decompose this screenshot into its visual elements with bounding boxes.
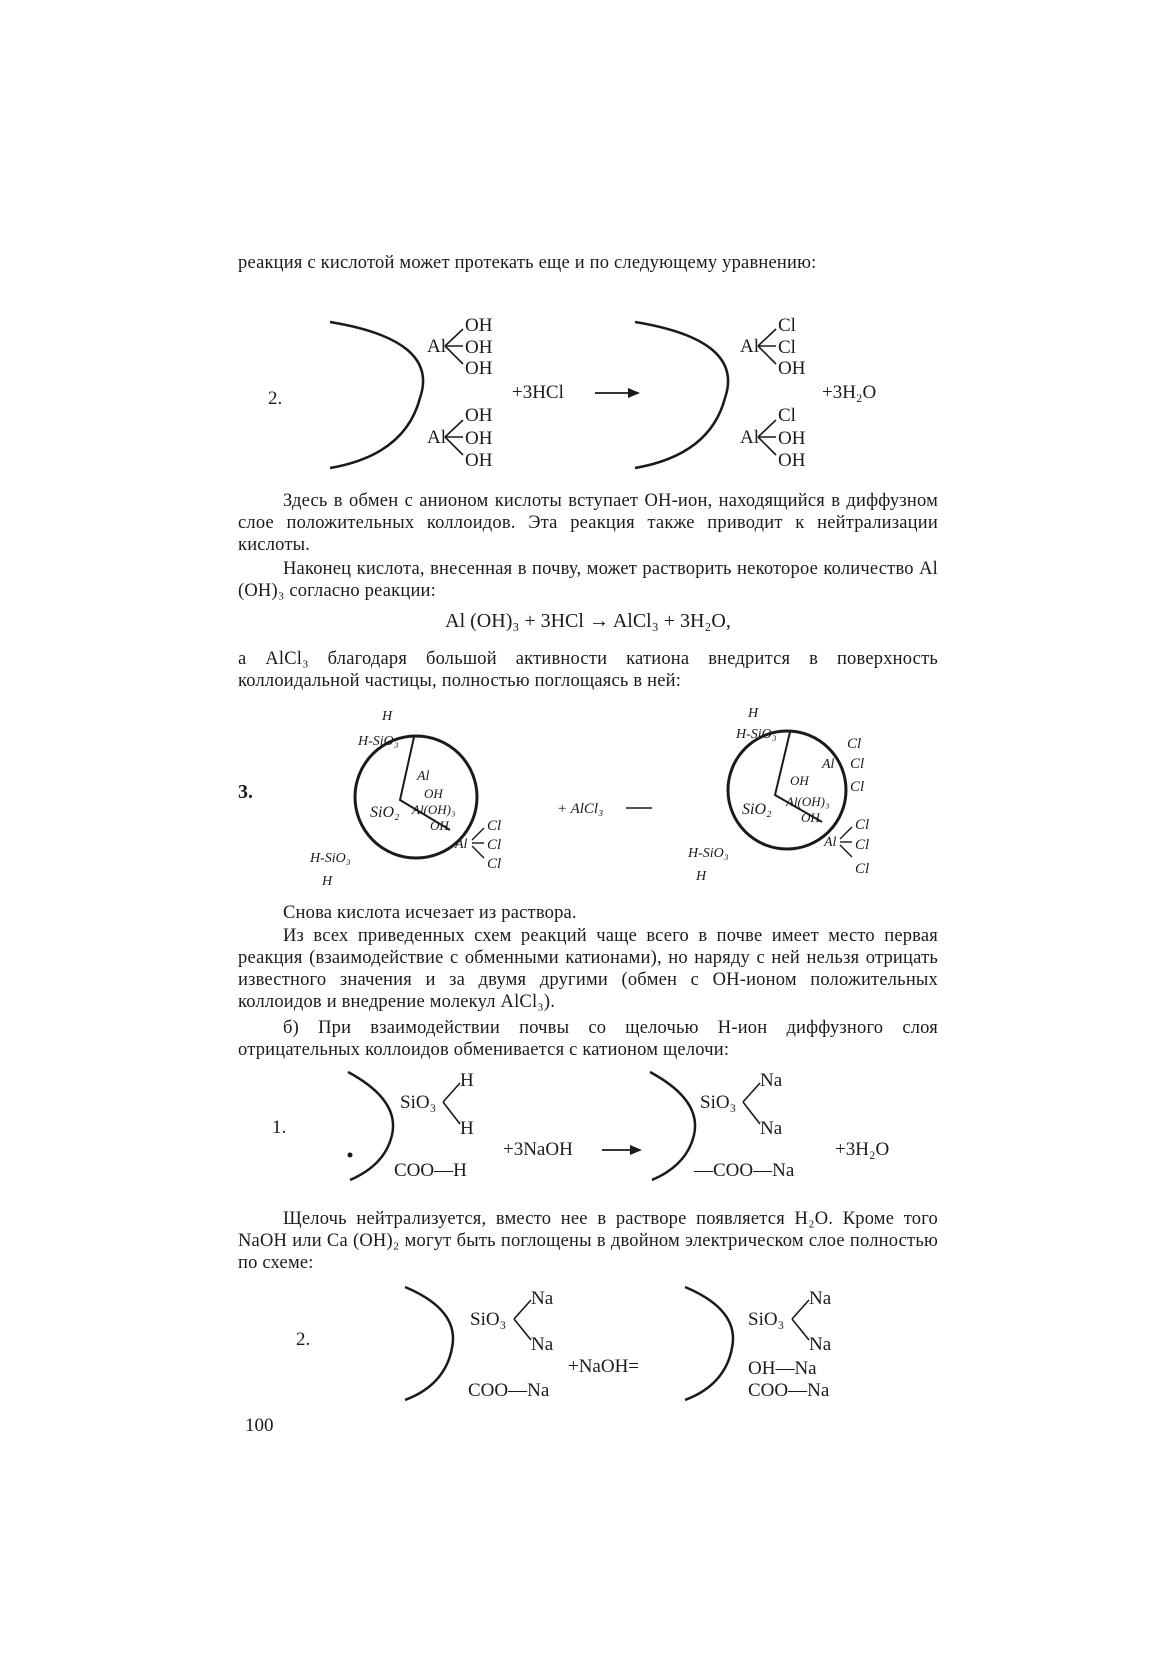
na-label: Na — [760, 1118, 783, 1139]
h-label: H — [382, 709, 393, 724]
hsio3-label: H-SiO₃ — [310, 851, 351, 866]
reagent-label: + AlCl₃ — [557, 801, 604, 817]
cl-label: Cl — [778, 337, 796, 358]
cl-label: Cl — [855, 817, 870, 833]
cl-label: Cl — [487, 856, 502, 872]
hsio3-label: H-SiO₃ — [688, 846, 729, 861]
equation-number: 1. — [272, 1117, 287, 1138]
al-label: Al — [740, 427, 759, 448]
cl-label: Cl — [850, 779, 865, 795]
equation-number: 3. — [238, 781, 253, 803]
ohna-label: OH—Na — [748, 1358, 817, 1379]
sio2-label: SiO₂ — [742, 801, 772, 818]
reagent-label: +3NaOH — [503, 1139, 573, 1160]
oh-label: OH — [424, 786, 443, 801]
al-label: Al — [824, 835, 837, 850]
aloh3-label: Al(OH)₃ — [786, 794, 830, 809]
cl-label: Cl — [855, 837, 870, 853]
cl-label: Cl — [487, 818, 502, 834]
na-label: Na — [760, 1070, 783, 1091]
product-label: +3H₂O — [835, 1139, 890, 1160]
paragraph-oh-exchange: Здесь в обмен с анионом кислоты вступает OH-ион, находящийся в диффузном слое положительных коллоидов. Эта реакция также приводит к нейтрализации кислоты. — [238, 491, 938, 555]
sio3-label: SiO₃ — [400, 1092, 437, 1113]
sio3-label: SiO₃ — [700, 1092, 737, 1113]
paragraph-alcl3: а AlCl₃ благодаря большой активности катиона внедрится в поверхность коллоидальной частицы, полностью поглощаясь в ней: — [238, 649, 938, 691]
cl-label: Cl — [778, 405, 796, 426]
h-label: H — [322, 874, 333, 889]
cl-label: Cl — [855, 861, 870, 877]
cooh-label: COO—H — [394, 1160, 467, 1181]
al-label: Al — [740, 336, 759, 357]
oh-label: OH — [465, 450, 493, 471]
hsio3-label: H-SiO₃ — [736, 727, 777, 742]
h-label: H — [696, 869, 707, 884]
paragraph-acid-disappears: Снова кислота исчезает из раствора. — [283, 903, 577, 923]
paragraph-intro: реакция с кислотой может протекать еще и по следующему уравнению: — [238, 253, 817, 273]
cl-label: Cl — [847, 736, 862, 752]
page-number: 100 — [245, 1415, 274, 1436]
oh-label: OH — [778, 450, 806, 471]
equation-number: 2. — [268, 388, 283, 409]
al-label: Al — [417, 769, 430, 784]
cl-label: Cl — [850, 756, 865, 772]
colloid-particle-arc — [685, 1287, 733, 1400]
colloid-particle-arc — [405, 1287, 453, 1400]
h-label: H — [748, 706, 759, 721]
cl-label: Cl — [778, 315, 796, 336]
reagent-label: +NaOH= — [568, 1356, 640, 1377]
na-label: Na — [809, 1288, 832, 1309]
na-label: Na — [531, 1288, 554, 1309]
oh-label: OH — [778, 358, 806, 379]
sio3-label: SiO₃ — [748, 1309, 785, 1330]
oh-label: OH — [465, 428, 493, 449]
oh-label: OH — [465, 315, 493, 336]
al-label: Al — [427, 336, 446, 357]
product-label: +3H₂O — [822, 382, 877, 403]
oh-label: OH — [430, 818, 449, 833]
paragraph-alkali-neutralized: Щелочь нейтрализуется, вместо нее в растворе появляется H₂O. Кроме того NaOH или Ca (OH)₂ могут быть поглощены в двойном электрическом слое полностью по схеме: — [238, 1209, 938, 1273]
sio3-label: SiO₃ — [470, 1309, 507, 1330]
equation-number: 2. — [296, 1329, 311, 1350]
al-label: Al — [455, 837, 468, 852]
aloh3-label: Al(OH)₃ — [412, 802, 456, 817]
reagent-label: +3HCl — [512, 382, 564, 403]
oh-label: OH — [465, 337, 493, 358]
hsio3-label: H-SiO₃ — [358, 734, 399, 749]
cl-label: Cl — [487, 837, 502, 853]
paragraph-alkali-exchange: б) При взаимодействии почвы со щелочью H-ион диффузного слоя отрицательных коллоидов обменивается с катионом щелочи: — [238, 1018, 938, 1060]
paragraph-dissolve: Наконец кислота, внесенная в почву, может растворить некоторое количество Al (OH)₃ согласно реакции: — [238, 559, 938, 601]
oh-label: OH — [801, 810, 820, 825]
oh-label: OH — [465, 358, 493, 379]
oh-label: OH — [465, 405, 493, 426]
h-label: H — [460, 1070, 474, 1091]
h-label: H — [460, 1118, 474, 1139]
coona-label: COO—Na — [468, 1380, 550, 1401]
coona-label: COO—Na — [748, 1380, 830, 1401]
paragraph-reactions-summary: Из всех приведенных схем реакций чаще всего в почве имеет место первая реакция (взаимодействие с обменными катионами), но наряду с ней нельзя отрицать известного значения и за двумя другими (обмен с OH-ионом положительных коллоидов и внедрение молекул AlCl₃). — [238, 926, 938, 1012]
al-label: Al — [427, 427, 446, 448]
na-label: Na — [531, 1334, 554, 1355]
equation-aloh3: Al (OH)₃ + 3HCl → AlCl₃ + 3H₂O, — [445, 610, 731, 632]
oh-label: OH — [778, 428, 806, 449]
coona-label: —COO—Na — [694, 1160, 795, 1181]
sio2-label: SiO₂ — [370, 804, 400, 821]
oh-label: OH — [790, 773, 809, 788]
al-label: Al — [822, 757, 835, 772]
na-label: Na — [809, 1334, 832, 1355]
